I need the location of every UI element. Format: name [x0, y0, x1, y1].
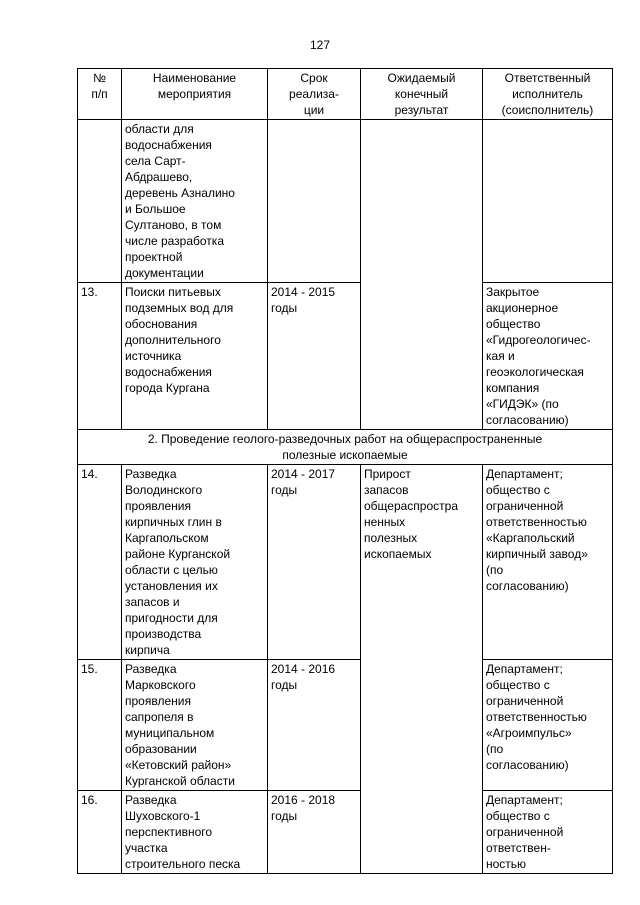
table-row-15 [78, 660, 613, 791]
section-2-row [78, 430, 613, 465]
row-16-name: Разведка Шуховского-1 перспективного участка строительного песка [122, 791, 268, 874]
table-header-row [78, 69, 613, 120]
row-13-term: 2014 - 2015 годы [268, 283, 361, 430]
continuation-responsible-cell [483, 120, 613, 283]
header-term: Срок реализа- ции [268, 69, 361, 120]
row-14-expected-result: Прирост запасов общераспростра ненных полезных ископаемых [361, 465, 483, 874]
row-16-number: 16. [78, 791, 122, 874]
table-row-13 [78, 283, 613, 430]
row-14-number: 14. [78, 465, 122, 660]
header-number: № п/п [78, 69, 122, 120]
table-row-16 [78, 791, 613, 874]
table-row-14 [78, 465, 613, 660]
row-16-term: 2016 - 2018 годы [268, 791, 361, 874]
continuation-name-cell: области для водоснабжения села Сарт- Абдрашево, деревень Азналино и Большое Султаново, в том числе разработка проектной документации [122, 120, 268, 283]
row-14-term: 2014 - 2017 годы [268, 465, 361, 660]
page-number: 127 [309, 38, 331, 52]
table-row-continuation [78, 120, 613, 283]
header-activity-name: Наименование мероприятия [122, 69, 268, 120]
activities-table [77, 68, 613, 874]
row-13-responsible: Закрытое акционерное общество «Гидрогеологичес- кая и геоэкологическая компания «ГИДЭК» (по согласованию) [483, 283, 613, 430]
header-responsible: Ответственный исполнитель (соисполнитель) [483, 69, 613, 120]
continuation-term-cell [268, 120, 361, 283]
continuation-result-cell [361, 120, 483, 430]
row-13-number: 13. [78, 283, 122, 430]
row-14-name: Разведка Володинского проявления кирпичных глин в Каргапольском районе Курганской области с целью установления их запасов и пригодности для производства кирпича [122, 465, 268, 660]
header-expected-result: Ожидаемый конечный результат [361, 69, 483, 120]
row-15-number: 15. [78, 660, 122, 791]
row-13-name: Поиски питьевых подземных вод для обоснования дополнительного источника водоснабжения города Кургана [122, 283, 268, 430]
row-16-responsible: Департамент; общество с ограниченной ответствен- ностью [483, 791, 613, 874]
row-15-term: 2014 - 2016 годы [268, 660, 361, 791]
row-15-name: Разведка Марковского проявления сапропеля в муниципальном образовании «Кетовский район» Курганской области [122, 660, 268, 791]
continuation-number-cell [78, 120, 122, 283]
section-2-title: 2. Проведение геолого-разведочных работ на общераспространенные полезные ископаемые [78, 430, 613, 465]
row-14-responsible: Департамент; общество с ограниченной ответственностью «Каргапольский кирпичный завод» (по согласованию) [483, 465, 613, 660]
row-15-responsible: Департамент; общество с ограниченной ответственностью «Агроимпульс» (по согласованию) [483, 660, 613, 791]
